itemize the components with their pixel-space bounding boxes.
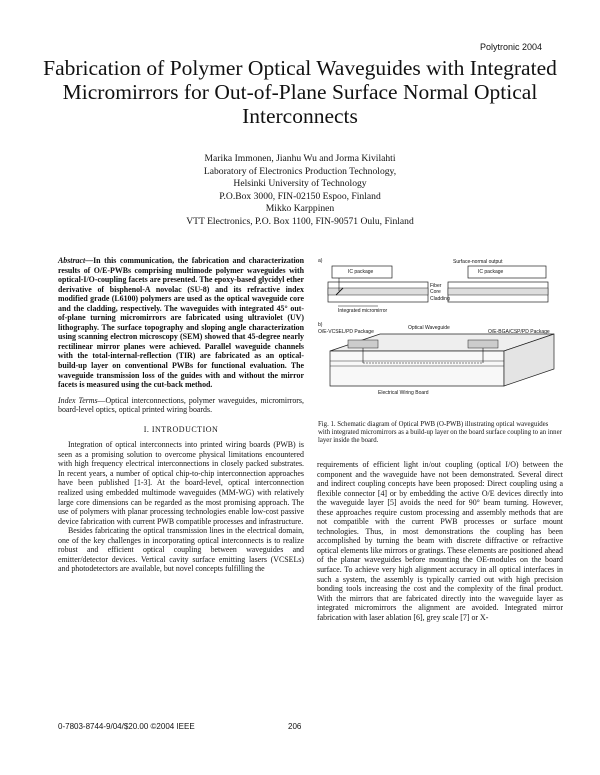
index-terms: [58, 396, 304, 415]
core-strip: [328, 288, 428, 295]
left-column: [58, 256, 304, 574]
intro-paragraph-continued: requirements of efficient light in/out coupling (optical I/O) between the component and the waveguide have not been demonstrated. Several direct and indirect coupling concepts have been proposed: Direct coupling using a flexible connector [4] or by embedding the active O/E devices directly into the waveguide layer [5] avoids the need for 90° beam turning. However, these approaches require custom processing and assembly methods that are not compatible with the current PWB processes or surface mount technologies. Thus, in most demonstrations the coupling has been accomplished by turning the beam with discrete diffractive or refractive optical elements like mirrors or gratings. These elements are positioned ahead of the planar waveguides before mounting the OE-modules on the board surface. To achieve very high alignment accuracy in all optical interfaces in such a system, the assembly is typically carried out with high precision bonding tools increasing the cost and the complexity of the final product. With the mirrors that are fabricated directly into the waveguide layer as integrated micromirrors the alignment are avoided. Integrated mirror fabrication with laser ablation [6], grey scale [7] or X-: [317, 460, 563, 622]
author-line: Mikko Karppinen: [265, 203, 335, 215]
author-block: [40, 153, 560, 229]
section-heading: I. INTRODUCTION: [143, 424, 219, 434]
affiliation-line: VTT Electronics, P.O. Box 1100, FIN-90571 Oulu, Finland: [186, 215, 414, 227]
panel-b-label: b): [318, 322, 323, 328]
affiliation-line: Helsinki University of Technology: [233, 178, 367, 190]
pwb-package-label: O/E-BGA/CSP/PD Package: [488, 329, 550, 335]
right-column: [317, 460, 563, 622]
figure-1: [318, 256, 562, 416]
cladding-label: Cladding: [430, 296, 450, 302]
micromirror-label: Integrated micromirror: [338, 308, 388, 314]
abstract-text: —In this communication, the fabrication and characterization results of O/E-PWBs comprising multimode polymer waveguides with optical-I/O-coupling facets are presented. The epoxy-based glycidyl ether derivative of bisphenol-A novolac (SU-8) and its refractive index modified grade (L6100) polymers are used as the optical waveguide core and the cladding, respectively. The waveguides with integrated 45° out-of-plane turning micromirrors are fabricated using ultraviolet (UV) lithography. The surface topography and sloping angle characterization using scanning electron microscopy (SEM) showed that 45-degree nearly rectilinear mirror planes were achieved. Parallel waveguide channels with the total-internal-reflection (TIR) are fabricated as an optical-build-up layer on conventional PWBs for functional evaluation. The waveguide transmission loss of the guides with and without the mirror facets is measured using the cut-back method.: [58, 256, 304, 390]
ic-package-label-2: IC package: [478, 269, 504, 275]
figure-schematic: [318, 256, 562, 416]
fiber-core: [448, 288, 548, 295]
index-terms-text: —Optical interconnections, polymer waveguides, micromirrors, board-level optics, optical printed wiring boards.: [58, 395, 304, 415]
panel-a-label: a): [318, 258, 323, 264]
venue-label: Polytronic 2004: [479, 42, 542, 52]
intro-paragraph: Besides fabricating the optical transmission lines in the electrical domain, one of the key challenges in incorporating optical interconnects is to realize robust and efficient optical coupling between waveguides and emitter/detector devices. Vertical cavity surface emitting lasers (VCSELs) and photodetectors are available, but novel concepts fulfilling the: [58, 526, 304, 574]
optical-waveguide-label: Optical Waveguide: [408, 325, 450, 331]
index-terms-label: Index Terms: [58, 395, 98, 405]
core-label: Core: [430, 289, 441, 295]
vcsel-label: O/E-VCSEL/PD Package: [318, 329, 374, 335]
abstract: [58, 256, 304, 390]
pd-package: [468, 340, 498, 348]
footer-isbn: 0-7803-8744-9/04/$20.00 ©2004 IEEE: [58, 722, 195, 731]
vcsel-package: [348, 340, 378, 348]
authors-line: Marika Immonen, Jianhu Wu and Jorma Kivilahti: [204, 153, 396, 164]
surface-output-label: Surface-normal output: [453, 259, 503, 265]
affiliation-line: Laboratory of Electronics Production Technology,: [203, 165, 397, 177]
paper-title: Fabrication of Polymer Optical Waveguides with Integrated Micromirrors for Out-of-Plane Surface Normal Optical Interconnects: [43, 56, 557, 128]
abstract-label: Abstract: [58, 256, 86, 265]
board-front: [330, 351, 504, 386]
address-line: P.O.Box 3000, FIN-02150 Espoo, Finland: [219, 190, 381, 202]
electrical-wiring-label: Electrical Wiring Board: [378, 390, 429, 396]
ic-package-label: IC package: [348, 269, 374, 275]
page-number: 206: [288, 722, 302, 731]
fiber-label: Fiber: [430, 283, 442, 289]
figure-caption: Fig. 1. Schematic diagram of Optical PWB (O-PWB) illustrating optical waveguides with integrated micromirrors as a build-up layer on the board surface coupling to an inner layer inside the board.: [318, 421, 562, 444]
intro-paragraph: Integration of optical interconnects into printed wiring boards (PWB) is seen as a promising solution to overcome physical limitations encountered with high frequency electrical interconnections in closely packed substrates. In recent years, a number of optical chip-to-chip interconnection approaches have been published [1-3]. At the board-level, optical interconnection realized using embedded multimode waveguides (MM-WG) with relatively large core dimensions can be regarded as the most promising approach. The use of polymers with planar processing technologies enable low-cost passive device fabrication with current PWB compatible processes and infrastructure.: [58, 440, 304, 526]
